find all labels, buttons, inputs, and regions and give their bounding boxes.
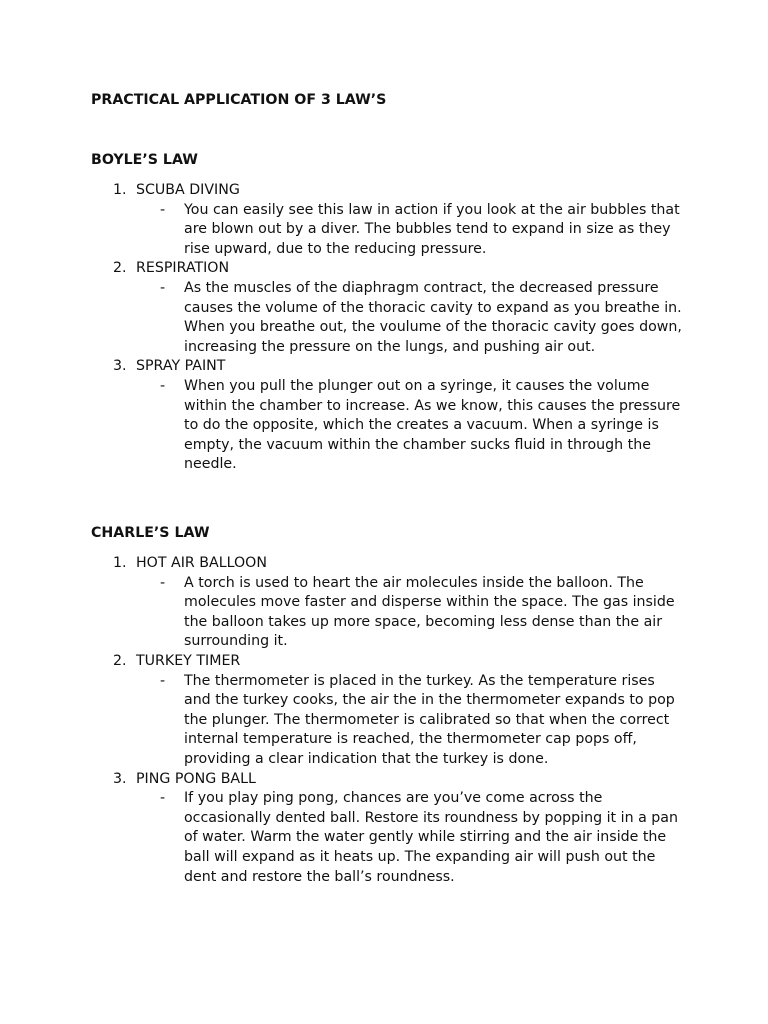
item-number: 3.: [113, 770, 127, 787]
list-item: [0, 652, 768, 770]
bullet-point: [0, 279, 768, 357]
bullet-text: The thermometer is placed in the turkey. As the temperature rises and the turkey cooks, the air the in the thermometer expands to pop the plunger. The thermometer is calibrated so that when the correct internal temperature is reached, the thermometer cap pops off, providing a clear indication that the turkey is done.: [184, 672, 675, 767]
item-label: PING PONG BALL: [136, 770, 256, 787]
item-number: 1.: [113, 555, 127, 571]
dash-marker: -: [160, 201, 166, 218]
item-label: SPRAY PAINT: [136, 358, 226, 375]
bullet-point: [0, 672, 768, 770]
document-title: PRACTICAL APPLICATION OF 3 LAW’S: [91, 92, 387, 108]
list-item: [0, 770, 768, 888]
item-label: TURKEY TIMER: [136, 652, 241, 669]
bullet-text: As the muscles of the diaphragm contract, the decreased pressure causes the volume of the thoracic cavity to expand as you breathe in. When you breathe out, the voulume of the thoracic cavity goes down, increasing the pressure on the lungs, and pushing air out.: [184, 279, 682, 355]
bullet-point: [0, 789, 768, 887]
list-item: [0, 259, 768, 357]
bullet-point: [0, 377, 768, 475]
item-label: SCUBA DIVING: [136, 182, 240, 198]
list-item: [0, 357, 768, 475]
boyles-law-list: [0, 181, 768, 475]
item-label: RESPIRATION: [136, 260, 230, 277]
bullet-text: When you pull the plunger out on a syringe, it causes the volume within the chamber to increase. As we know, this causes the pressure to do the opposite, which the creates a vacuum. When a syringe is empty, the vacuum within the chamber sucks fluid in through the needle.: [184, 377, 681, 473]
dash-marker: -: [160, 672, 166, 689]
dash-marker: -: [160, 377, 166, 394]
list-item: [0, 181, 768, 259]
bullet-point: [0, 574, 768, 652]
item-number: 3.: [113, 358, 127, 375]
dash-marker: -: [160, 790, 166, 807]
bullet-text: A torch is used to heart the air molecules inside the balloon. The molecules move faster and disperse within the space. The gas inside the balloon takes up more space, becoming less dense than the air surrounding it.: [184, 574, 675, 650]
section-heading-boyles-law: BOYLE’S LAW: [91, 152, 198, 168]
item-number: 1.: [113, 182, 127, 198]
dash-marker: -: [160, 574, 166, 591]
charles-law-list: [0, 554, 768, 887]
item-label: HOT AIR BALLOON: [136, 555, 267, 571]
item-number: 2.: [113, 652, 127, 669]
bullet-text: If you play ping pong, chances are you’ve come across the occasionally dented ball. Restore its roundness by popping it in a pan of water. Warm the water gently while stirring and the air inside the ball will expand as it heats up. The expanding air will push out the dent and restore the ball’s roundness.: [184, 790, 678, 885]
bullet-text: You can easily see this law in action if you look at the air bubbles that are blown out by a diver. The bubbles tend to expand in size as they rise upward, due to the reducing pressure.: [184, 201, 680, 257]
bullet-point: [0, 201, 768, 260]
list-item: [0, 554, 768, 652]
dash-marker: -: [160, 279, 166, 296]
section-heading-charles-law: CHARLE’S LAW: [91, 525, 210, 541]
item-number: 2.: [113, 260, 127, 277]
